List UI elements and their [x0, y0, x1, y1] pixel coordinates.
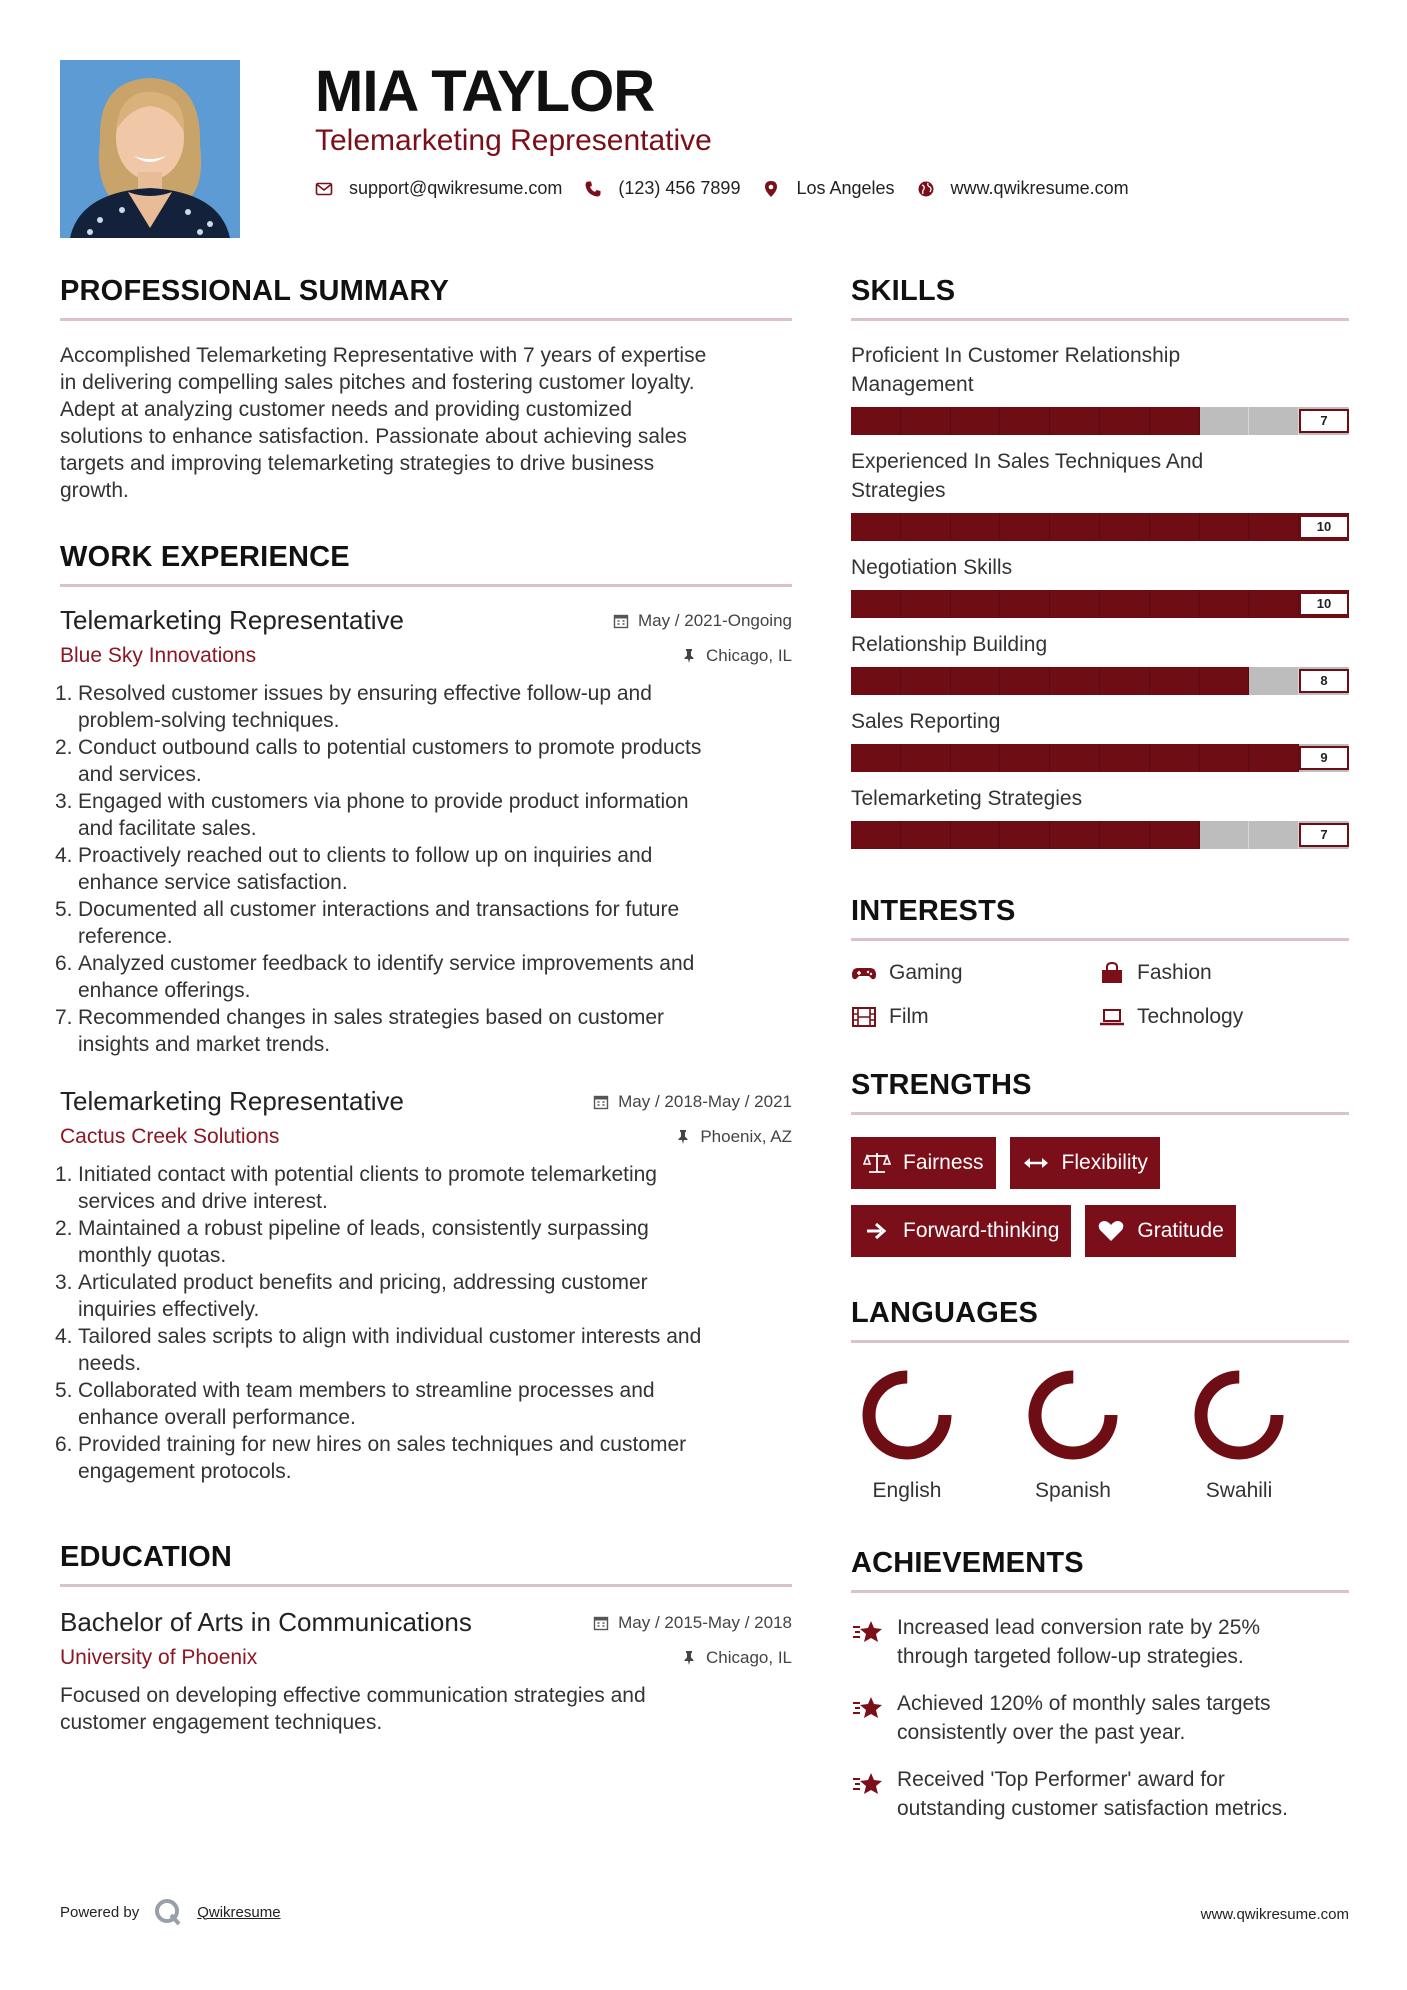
list-line: Recommended changes in sales strategies based on customer	[78, 1006, 664, 1029]
strength-chip	[1010, 1137, 1160, 1189]
list-line: Articulated product benefits and pricing, addressing customer	[78, 1271, 648, 1294]
list-item	[55, 1377, 792, 1431]
skill-track	[851, 407, 1349, 435]
summary-line: Accomplished Telemarketing Representative with 7 years of expertise	[60, 344, 707, 367]
skill-segment-filled	[1150, 667, 1200, 695]
list-item	[55, 842, 792, 896]
achievements-heading: ACHIEVEMENTS	[851, 1547, 1084, 1579]
job-entry	[55, 1086, 792, 1485]
phone-icon	[584, 180, 602, 198]
strength-chip	[851, 1205, 1071, 1257]
skill-segment-filled	[1200, 513, 1250, 541]
skill-segment-empty	[1249, 667, 1299, 695]
pushpin-icon	[681, 648, 697, 664]
achievements-list	[851, 1613, 1349, 1823]
list-line: Conduct outbound calls to potential customers to promote products	[78, 736, 702, 759]
skill-level-bar	[851, 744, 1349, 772]
strengths-heading: STRENGTHS	[851, 1069, 1032, 1101]
skill-segment-filled	[1050, 821, 1100, 849]
language-label: Spanish	[1035, 1479, 1111, 1502]
job-title: Telemarketing Representative	[60, 1086, 404, 1116]
interest-item	[1099, 961, 1349, 985]
job-company: Cactus Creek Solutions	[60, 1125, 280, 1148]
job-duties	[55, 1161, 792, 1485]
languages-list	[851, 1365, 1349, 1503]
section-divider	[851, 1340, 1349, 1343]
list-item	[55, 788, 792, 842]
skill-segment-filled	[1100, 744, 1150, 772]
list-item	[55, 950, 792, 1004]
achievement-text	[897, 1689, 1271, 1747]
job-duties	[55, 680, 792, 1058]
experience-heading: WORK EXPERIENCE	[60, 541, 350, 573]
achievement-line: Achieved 120% of monthly sales targets	[897, 1692, 1271, 1715]
section-divider	[851, 1590, 1349, 1593]
arrow-right-icon	[863, 1219, 891, 1243]
contact-location	[762, 178, 894, 199]
skill-level-value: 7	[1299, 823, 1349, 847]
skill-level-bar	[851, 513, 1349, 541]
skill-segment-filled	[901, 744, 951, 772]
job-location-text: Phoenix, AZ	[700, 1127, 792, 1146]
skill-segment-filled	[901, 821, 951, 849]
brand-link[interactable]: Qwikresume	[197, 1903, 281, 1921]
skill-level-bar	[851, 821, 1349, 849]
strength-chip	[851, 1137, 996, 1189]
list-line: services and drive interest.	[78, 1190, 328, 1213]
skill-segment-filled	[1200, 667, 1250, 695]
skills-heading: SKILLS	[851, 275, 956, 307]
section-divider	[851, 318, 1349, 321]
skill-item	[851, 553, 1349, 618]
skill-name: Strategies	[851, 479, 946, 502]
language-level-ring	[1189, 1365, 1289, 1465]
skill-segment-filled	[1000, 407, 1050, 435]
section-divider	[851, 938, 1349, 941]
skill-segment-filled	[901, 667, 951, 695]
interests-heading: INTERESTS	[851, 895, 1016, 927]
contact-location-text: Los Angeles	[796, 178, 895, 198]
gamepad-icon	[851, 962, 877, 984]
education-entry	[60, 1607, 792, 1736]
strengths-list	[851, 1137, 1349, 1273]
job-dates	[613, 611, 792, 631]
left-column	[55, 275, 792, 1736]
skill-item	[851, 707, 1349, 772]
list-number: 5.	[55, 1379, 73, 1402]
list-item	[55, 1215, 792, 1269]
list-number: 1.	[55, 682, 73, 705]
skill-segment-empty	[1200, 407, 1250, 435]
languages-heading: LANGUAGES	[851, 1297, 1039, 1329]
skill-segment-filled	[1249, 513, 1299, 541]
summary-heading: PROFESSIONAL SUMMARY	[60, 275, 450, 307]
list-item	[55, 680, 792, 734]
strength-label: Forward-thinking	[903, 1219, 1060, 1242]
education-line: customer engagement techniques.	[60, 1711, 383, 1734]
skill-level-value: 9	[1299, 746, 1349, 770]
skill-segment-filled	[951, 407, 1001, 435]
achievement-line: outstanding customer satisfaction metrics.	[897, 1797, 1289, 1820]
list-line: reference.	[78, 925, 173, 948]
skill-segment-filled	[1050, 590, 1100, 618]
skill-segment-filled	[1000, 513, 1050, 541]
skill-segment-filled	[1000, 590, 1050, 618]
job-title: Telemarketing Representative	[60, 605, 404, 635]
skill-segment-filled	[951, 821, 1001, 849]
list-number: 3.	[55, 790, 73, 813]
skill-segment-filled	[1249, 590, 1299, 618]
list-number: 2.	[55, 1217, 73, 1240]
strength-label: Fairness	[903, 1151, 984, 1174]
education-dates-text: May / 2015-May / 2018	[618, 1613, 792, 1632]
language-label: Swahili	[1205, 1479, 1273, 1502]
contact-email[interactable]	[315, 178, 562, 199]
list-line: and facilitate sales.	[78, 817, 257, 840]
qwikresume-logo-icon	[153, 1897, 183, 1927]
list-item	[55, 734, 792, 788]
skill-item	[851, 784, 1349, 849]
list-number: 2.	[55, 736, 73, 759]
list-line: and services.	[78, 763, 202, 786]
skill-level-value: 10	[1299, 592, 1349, 616]
education-location	[681, 1648, 792, 1668]
skill-segment-filled	[1150, 513, 1200, 541]
list-line: Provided training for new hires on sales techniques and customer	[78, 1433, 687, 1456]
list-number: 4.	[55, 844, 73, 867]
summary-line: solutions to enhance satisfaction. Passionate about achieving sales	[60, 425, 687, 448]
achievement-text	[897, 1765, 1288, 1823]
education-heading: EDUCATION	[60, 1541, 233, 1573]
interest-label: Technology	[1137, 1005, 1244, 1028]
job-entry	[55, 605, 792, 1058]
skill-level-bar	[851, 590, 1349, 618]
list-number: 3.	[55, 1271, 73, 1294]
footer-site-link[interactable]: www.qwikresume.com	[1200, 1906, 1349, 1923]
film-icon	[851, 1006, 877, 1028]
list-number: 7.	[55, 1006, 73, 1029]
calendar-icon	[593, 1615, 609, 1631]
list-line: inquiries effectively.	[78, 1298, 260, 1321]
calendar-icon	[593, 1094, 609, 1110]
language-level-ring	[857, 1365, 957, 1465]
education-dates	[593, 1613, 792, 1633]
list-item	[55, 1431, 792, 1485]
list-line: Analyzed customer feedback to identify service improvements and	[78, 952, 695, 975]
interest-label: Film	[889, 1005, 929, 1028]
skill-segment-filled	[901, 513, 951, 541]
achievement-line: through targeted follow-up strategies.	[897, 1645, 1244, 1668]
contact-website-text: www.qwikresume.com	[950, 178, 1129, 198]
achievement-item	[851, 1765, 1349, 1823]
skill-segment-filled	[1150, 821, 1200, 849]
skill-item	[851, 341, 1349, 435]
interest-item	[851, 1005, 1099, 1029]
skill-segment-filled	[1050, 407, 1100, 435]
achievement-item	[851, 1613, 1349, 1671]
job-dates	[593, 1092, 792, 1112]
skill-segment-empty	[1249, 407, 1299, 435]
skill-segment-filled	[1200, 744, 1250, 772]
contact-row	[315, 178, 1151, 199]
list-number: 5.	[55, 898, 73, 921]
achievement-item	[851, 1689, 1349, 1747]
summary-line: in delivering compelling sales pitches and fostering customer loyalty.	[60, 371, 695, 394]
skill-segment-filled	[901, 590, 951, 618]
skill-track	[851, 821, 1349, 849]
list-line: enhance overall performance.	[78, 1406, 356, 1429]
skill-segment-filled	[1000, 821, 1050, 849]
skill-segment-filled	[951, 667, 1001, 695]
skill-segment-filled	[1100, 821, 1150, 849]
strength-chip	[1085, 1205, 1235, 1257]
skill-level-bar	[851, 407, 1349, 435]
list-number: 6.	[55, 1433, 73, 1456]
summary-line: targets and improving telemarketing strategies to drive business	[60, 452, 655, 475]
achievement-line: Increased lead conversion rate by 25%	[897, 1616, 1261, 1639]
contact-phone-text: (123) 456 7899	[618, 178, 741, 198]
envelope-icon	[315, 180, 333, 198]
section-divider	[60, 584, 792, 587]
language-item	[851, 1365, 1017, 1503]
skill-name: Sales Reporting	[851, 710, 1001, 733]
list-number: 1.	[55, 1163, 73, 1186]
skill-segment-filled	[1000, 744, 1050, 772]
language-item	[1183, 1365, 1349, 1503]
education-description	[60, 1682, 792, 1736]
list-line: Initiated contact with potential clients to promote telemarketing	[78, 1163, 657, 1186]
skill-segment-empty	[1249, 821, 1299, 849]
skill-segment-filled	[1150, 407, 1200, 435]
section-divider	[851, 1112, 1349, 1115]
strength-label: Flexibility	[1061, 1151, 1148, 1174]
skill-name: Negotiation Skills	[851, 556, 1013, 579]
skill-track	[851, 744, 1349, 772]
skill-segment-filled	[851, 821, 901, 849]
achievement-line: Received 'Top Performer' award for	[897, 1768, 1225, 1791]
skill-segment-filled	[1050, 667, 1100, 695]
list-line: needs.	[78, 1352, 142, 1375]
shopping-bag-icon	[1099, 962, 1125, 984]
language-label: English	[872, 1479, 942, 1502]
list-line: engagement protocols.	[78, 1460, 292, 1483]
section-divider	[60, 1584, 792, 1587]
list-line: Collaborated with team members to streamline processes and	[78, 1379, 655, 1402]
contact-website[interactable]	[917, 178, 1129, 199]
skill-track	[851, 667, 1349, 695]
skill-track	[851, 513, 1349, 541]
profile-photo	[60, 60, 240, 238]
globe-icon	[917, 180, 935, 198]
strength-label: Gratitude	[1137, 1219, 1224, 1242]
skill-segment-filled	[1100, 667, 1150, 695]
list-item	[55, 896, 792, 950]
pushpin-icon	[675, 1129, 691, 1145]
skill-segment-filled	[851, 513, 901, 541]
skill-segment-filled	[1000, 667, 1050, 695]
right-column	[851, 275, 1349, 1823]
powered-by-text: Powered by	[60, 1903, 140, 1921]
candidate-title: Telemarketing Representative	[315, 124, 712, 157]
heart-icon	[1097, 1219, 1125, 1243]
skill-segment-filled	[1050, 744, 1100, 772]
skill-segment-filled	[1200, 590, 1250, 618]
footer-powered-by	[60, 1897, 281, 1927]
education-school: University of Phoenix	[60, 1646, 258, 1669]
skill-item	[851, 447, 1349, 541]
summary-line: Adept at analyzing customer needs and providing customized	[60, 398, 633, 421]
skill-item	[851, 630, 1349, 695]
skill-segment-filled	[1150, 744, 1200, 772]
skill-name: Relationship Building	[851, 633, 1048, 656]
skill-segment-filled	[851, 667, 901, 695]
skill-segment-empty	[1200, 821, 1250, 849]
skill-level-value: 10	[1299, 515, 1349, 539]
list-line: insights and market trends.	[78, 1033, 331, 1056]
skill-segment-filled	[1249, 744, 1299, 772]
list-line: Tailored sales scripts to align with individual customer interests and	[78, 1325, 702, 1348]
language-level-ring	[1023, 1365, 1123, 1465]
calendar-icon	[613, 613, 629, 629]
list-line: enhance service satisfaction.	[78, 871, 348, 894]
balance-scale-icon	[863, 1151, 891, 1175]
skills-list	[851, 341, 1349, 849]
list-line: Engaged with customers via phone to provide product information	[78, 790, 689, 813]
star-award-icon	[851, 1691, 885, 1725]
summary-line: growth.	[60, 479, 129, 502]
skill-segment-filled	[1100, 513, 1150, 541]
skill-segment-filled	[851, 590, 901, 618]
interests-list	[851, 961, 1349, 1029]
interest-label: Gaming	[889, 961, 963, 984]
education-location-text: Chicago, IL	[706, 1648, 792, 1667]
list-item	[55, 1161, 792, 1215]
job-location	[681, 646, 792, 666]
job-location	[675, 1127, 792, 1147]
skill-segment-filled	[1050, 513, 1100, 541]
pushpin-icon	[681, 1650, 697, 1666]
skill-name: Experienced In Sales Techniques And	[851, 450, 1204, 473]
job-dates-text: May / 2021-Ongoing	[637, 611, 792, 630]
star-award-icon	[851, 1767, 885, 1801]
interest-label: Fashion	[1137, 961, 1212, 984]
summary-text	[60, 342, 792, 504]
skill-segment-filled	[1100, 590, 1150, 618]
skill-track	[851, 590, 1349, 618]
skill-name: Telemarketing Strategies	[851, 787, 1083, 810]
contact-phone[interactable]	[584, 178, 740, 199]
skill-level-bar	[851, 667, 1349, 695]
list-number: 4.	[55, 1325, 73, 1348]
list-line: Proactively reached out to clients to follow up on inquiries and	[78, 844, 653, 867]
skill-segment-filled	[851, 744, 901, 772]
language-item	[1017, 1365, 1183, 1503]
section-divider	[60, 318, 792, 321]
interest-item	[851, 961, 1099, 985]
skill-name: Management	[851, 373, 974, 396]
job-dates-text: May / 2018-May / 2021	[618, 1092, 792, 1111]
list-line: Resolved customer issues by ensuring effective follow-up and	[78, 682, 652, 705]
job-company: Blue Sky Innovations	[60, 644, 257, 667]
list-line: Documented all customer interactions and transactions for future	[78, 898, 680, 921]
skill-segment-filled	[851, 407, 901, 435]
education-line: Focused on developing effective communication strategies and	[60, 1684, 646, 1707]
achievement-text	[897, 1613, 1260, 1671]
skill-segment-filled	[951, 513, 1001, 541]
skill-level-value: 7	[1299, 409, 1349, 433]
list-line: problem-solving techniques.	[78, 709, 340, 732]
skill-segment-filled	[1150, 590, 1200, 618]
achievement-line: consistently over the past year.	[897, 1721, 1186, 1744]
skill-segment-filled	[1100, 407, 1150, 435]
job-location-text: Chicago, IL	[706, 646, 792, 665]
skill-segment-filled	[901, 407, 951, 435]
list-line: enhance offerings.	[78, 979, 251, 1002]
list-line: Maintained a robust pipeline of leads, consistently surpassing	[78, 1217, 649, 1240]
candidate-name: MIA TAYLOR	[315, 59, 655, 124]
star-award-icon	[851, 1615, 885, 1649]
list-number: 6.	[55, 952, 73, 975]
skill-segment-filled	[951, 744, 1001, 772]
skill-name: Proficient In Customer Relationship	[851, 344, 1181, 367]
list-item	[55, 1269, 792, 1323]
skill-segment-filled	[951, 590, 1001, 618]
list-item	[55, 1323, 792, 1377]
education-degree: Bachelor of Arts in Communications	[60, 1607, 472, 1637]
list-item	[55, 1004, 792, 1058]
map-pin-icon	[762, 180, 780, 198]
laptop-icon	[1099, 1006, 1125, 1028]
skill-level-value: 8	[1299, 669, 1349, 693]
arrows-horizontal-icon	[1022, 1151, 1050, 1175]
contact-email-text: support@qwikresume.com	[349, 178, 563, 198]
interest-item	[1099, 1005, 1349, 1029]
list-line: monthly quotas.	[78, 1244, 227, 1267]
